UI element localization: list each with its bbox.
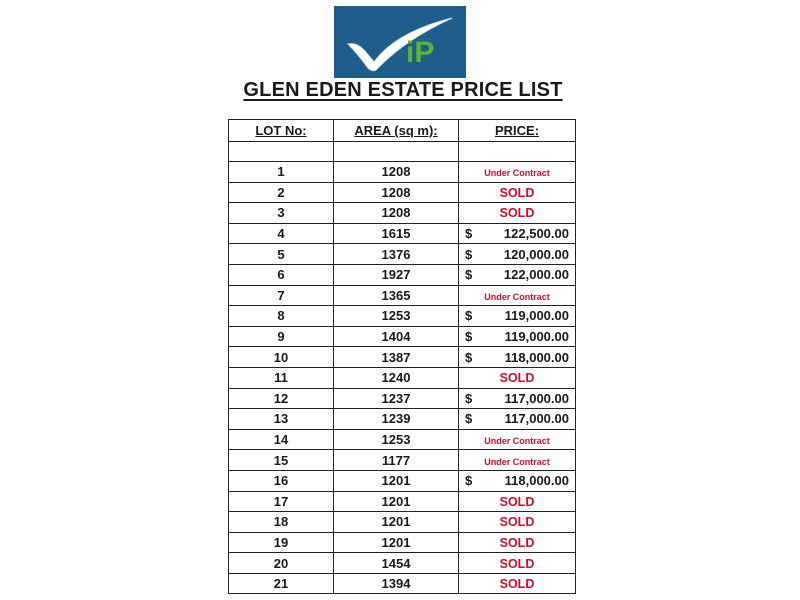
lot-number: 19 <box>229 532 334 553</box>
currency-symbol: $ <box>465 246 473 262</box>
table-row <box>229 512 576 533</box>
header-price: PRICE: <box>459 120 576 142</box>
lot-area: 1240 <box>334 367 459 388</box>
sold-badge: SOLD <box>499 535 535 550</box>
table-row <box>229 450 576 471</box>
lot-price <box>459 388 576 409</box>
vip-logo <box>334 6 466 78</box>
sold-badge: SOLD <box>499 515 535 530</box>
lot-price <box>459 429 576 450</box>
sold-badge: SOLD <box>499 206 535 221</box>
lot-price <box>459 512 576 533</box>
lot-area: 1387 <box>334 347 459 368</box>
lot-area: 1365 <box>334 285 459 306</box>
lot-area: 1394 <box>334 573 459 594</box>
blank-cell <box>459 142 576 162</box>
price-value <box>459 389 575 409</box>
currency-symbol: $ <box>465 329 473 345</box>
price-value <box>459 244 575 264</box>
lot-number: 1 <box>229 162 334 183</box>
table-row <box>229 285 576 306</box>
header-area: AREA (sq m): <box>334 120 459 142</box>
under-contract-badge: Under Contract <box>484 436 550 447</box>
lot-area: 1208 <box>334 182 459 203</box>
lot-number: 2 <box>229 182 334 203</box>
lot-area: 1208 <box>334 203 459 224</box>
lot-number: 21 <box>229 573 334 594</box>
lot-price <box>459 532 576 553</box>
lot-price <box>459 409 576 430</box>
lot-area: 1201 <box>334 470 459 491</box>
table-row <box>229 347 576 368</box>
currency-symbol: $ <box>465 308 473 324</box>
sold-badge: SOLD <box>499 371 535 386</box>
lot-area: 1201 <box>334 491 459 512</box>
blank-cell <box>229 142 334 162</box>
table-row <box>229 244 576 265</box>
sold-badge: SOLD <box>499 556 535 571</box>
lot-area: 1177 <box>334 450 459 471</box>
price-amount: 117,000.00 <box>504 390 569 406</box>
lot-price <box>459 573 576 594</box>
lot-number: 5 <box>229 244 334 265</box>
lot-area: 1201 <box>334 532 459 553</box>
lot-number: 11 <box>229 367 334 388</box>
under-contract-badge: Under Contract <box>484 168 550 179</box>
table-row <box>229 553 576 574</box>
price-amount: 119,000.00 <box>504 329 569 345</box>
lot-area: 1454 <box>334 553 459 574</box>
table-body <box>229 142 576 594</box>
lot-number: 13 <box>229 409 334 430</box>
lot-price <box>459 182 576 203</box>
table-header-row <box>229 120 576 142</box>
vip-logo-graphic <box>334 6 466 78</box>
lot-price <box>459 347 576 368</box>
lot-number: 12 <box>229 388 334 409</box>
table-row <box>229 573 576 594</box>
lot-area: 1376 <box>334 244 459 265</box>
under-contract-badge: Under Contract <box>484 456 550 467</box>
table-row <box>229 388 576 409</box>
lot-number: 7 <box>229 285 334 306</box>
lot-area: 1404 <box>334 326 459 347</box>
lot-price <box>459 264 576 285</box>
price-table <box>228 119 576 594</box>
table-row <box>229 491 576 512</box>
price-amount: 122,500.00 <box>503 226 569 242</box>
table-row <box>229 182 576 203</box>
lot-area: 1253 <box>334 306 459 327</box>
lot-price <box>459 470 576 491</box>
currency-symbol: $ <box>465 473 473 489</box>
table-row <box>229 367 576 388</box>
table-row <box>229 429 576 450</box>
table-row <box>229 162 576 183</box>
header-lot: LOT No: <box>229 120 334 142</box>
price-amount: 120,000.00 <box>503 246 569 262</box>
lot-area: 1201 <box>334 512 459 533</box>
price-value <box>459 471 575 491</box>
table-blank-row <box>229 142 576 162</box>
lot-area: 1253 <box>334 429 459 450</box>
table-row <box>229 326 576 347</box>
price-amount: 117,000.00 <box>504 411 569 427</box>
price-amount: 119,000.00 <box>504 308 569 324</box>
table-row <box>229 203 576 224</box>
table-row <box>229 223 576 244</box>
price-value <box>459 224 575 244</box>
currency-symbol: $ <box>465 411 473 427</box>
lot-number: 18 <box>229 512 334 533</box>
lot-price <box>459 244 576 265</box>
lot-number: 8 <box>229 306 334 327</box>
lot-area: 1927 <box>334 264 459 285</box>
currency-symbol: $ <box>465 349 473 365</box>
lot-number: 14 <box>229 429 334 450</box>
table-row <box>229 306 576 327</box>
sold-badge: SOLD <box>499 185 535 200</box>
lot-price <box>459 491 576 512</box>
lot-number: 4 <box>229 223 334 244</box>
price-value <box>459 327 575 347</box>
lot-price <box>459 162 576 183</box>
lot-number: 16 <box>229 470 334 491</box>
price-value <box>459 347 575 367</box>
page-title: GLEN EDEN ESTATE PRICE LIST <box>243 79 563 101</box>
currency-symbol: $ <box>465 226 473 242</box>
lot-price <box>459 203 576 224</box>
lot-price <box>459 450 576 471</box>
lot-price <box>459 285 576 306</box>
blank-cell <box>334 142 459 162</box>
price-amount: 122,000.00 <box>503 267 569 283</box>
lot-area: 1208 <box>334 162 459 183</box>
under-contract-badge: Under Contract <box>484 291 550 302</box>
logo-letters: iP <box>406 36 435 69</box>
currency-symbol: $ <box>465 267 473 283</box>
lot-price <box>459 326 576 347</box>
lot-number: 15 <box>229 450 334 471</box>
lot-price <box>459 223 576 244</box>
lot-number: 6 <box>229 264 334 285</box>
lot-area: 1237 <box>334 388 459 409</box>
price-value <box>459 306 575 326</box>
price-amount: 118,000.00 <box>504 349 569 365</box>
price-amount: 118,000.00 <box>504 473 569 489</box>
table-row <box>229 409 576 430</box>
lot-number: 20 <box>229 553 334 574</box>
sold-badge: SOLD <box>499 577 535 592</box>
price-value <box>459 265 575 285</box>
lot-area: 1615 <box>334 223 459 244</box>
table-row <box>229 264 576 285</box>
lot-number: 17 <box>229 491 334 512</box>
lot-number: 10 <box>229 347 334 368</box>
table-row <box>229 532 576 553</box>
sold-badge: SOLD <box>499 494 535 509</box>
lot-price <box>459 553 576 574</box>
table-row <box>229 470 576 491</box>
price-value <box>459 409 575 429</box>
lot-price <box>459 367 576 388</box>
lot-number: 3 <box>229 203 334 224</box>
currency-symbol: $ <box>465 390 473 406</box>
lot-number: 9 <box>229 326 334 347</box>
lot-area: 1239 <box>334 409 459 430</box>
lot-price <box>459 306 576 327</box>
